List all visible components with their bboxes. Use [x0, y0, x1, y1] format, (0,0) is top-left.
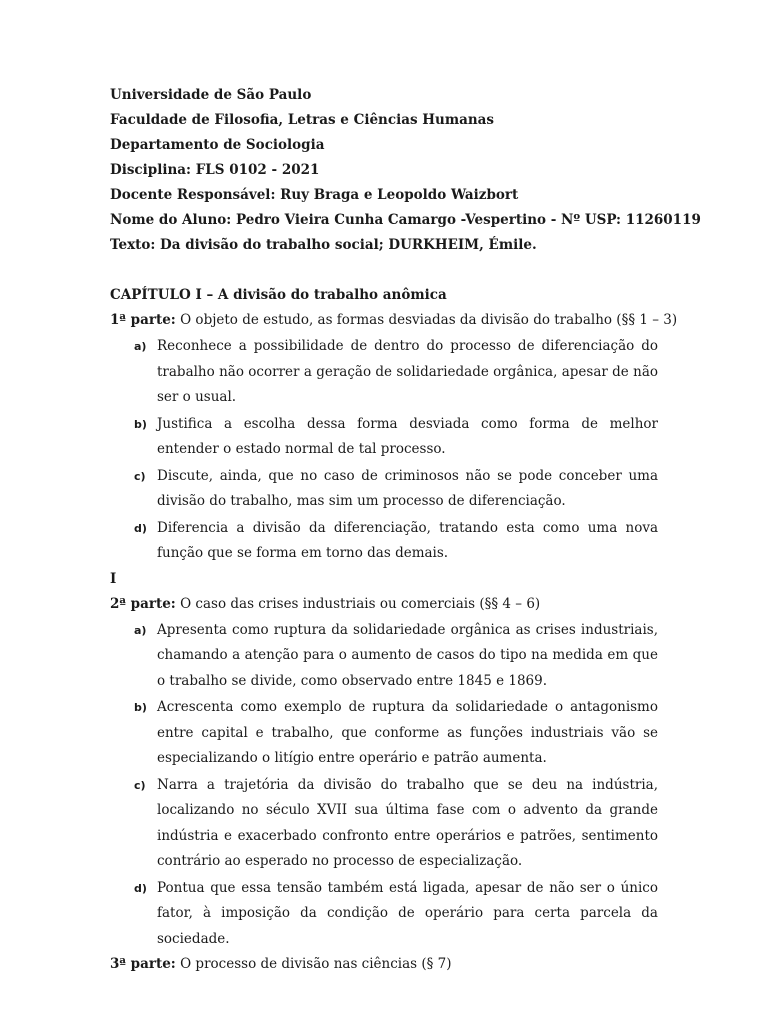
list-item	[110, 516, 658, 567]
header-faculty: Faculdade de Filosofia, Letras e Ciências Humanas	[110, 112, 495, 128]
part-items-list	[110, 618, 658, 953]
list-item-text: Diferencia a divisão da diferenciação, tratando esta como uma nova função que se forma em torno das demais.	[157, 519, 658, 561]
header-instructors: Docente Responsável: Ruy Braga e Leopoldo Waizbort	[110, 187, 519, 203]
list-item-text: Reconhece a possibilidade de dentro do processo de diferenciação do trabalho não ocorrer a geração de solidariedade orgânica, apesar de não ser o usual.	[157, 338, 658, 405]
list-marker: b)	[134, 417, 147, 431]
list-marker: a)	[134, 340, 147, 353]
list-item	[110, 618, 658, 695]
part-label: 2ª parte:	[110, 595, 176, 612]
list-item-text: Apresenta como ruptura da solidariedade orgânica as crises industriais, chamando a atenção para o aumento de casos do tipo na medida em que o trabalho se divide, como observado entre 1845 e 1869.	[157, 621, 658, 689]
list-marker: d)	[134, 521, 147, 535]
list-item	[110, 334, 658, 411]
list-item	[110, 412, 658, 463]
list-item-text: Narra a trajetória da divisão do trabalho que se deu na indústria, localizando no século XVII sua última fase com o advento da grande indústria e exacerbado confronto entre operários e patrões, sentimento contrário ao esperado no processo de especialização.	[157, 776, 658, 869]
document-header	[110, 84, 701, 259]
part-description: O processo de divisão nas ciências (§ 7)	[180, 956, 452, 972]
list-item-text: Acrescenta como exemplo de ruptura da solidariedade o antagonismo entre capital e trabalho, que conforme as funções industriais vão se especializando o litígio entre operário e patrão aumenta.	[157, 699, 658, 766]
list-marker: d)	[134, 881, 147, 895]
list-item-text: Pontua que essa tensão também está ligada, apesar de não ser o único fator, à imposição da condição de operário para certa parcela da sociedade.	[157, 879, 658, 947]
header-text-reference: Texto: Da divisão do trabalho social; DURKHEIM, Émile.	[110, 237, 537, 253]
roman-numeral-marker: I	[110, 570, 117, 587]
list-item	[110, 773, 658, 875]
document-page	[110, 84, 701, 978]
list-item	[110, 464, 658, 515]
part-heading	[110, 309, 678, 334]
header-university: Universidade de São Paulo	[110, 87, 312, 103]
part-heading	[110, 953, 658, 978]
list-item	[110, 695, 658, 772]
blank-line	[110, 259, 658, 284]
list-marker: b)	[134, 701, 147, 714]
list-item-text: Discute, ainda, que no caso de criminosos não se pode conceber uma divisão do trabalho, mas sim um processo de diferenciação.	[157, 467, 658, 509]
list-item-text: Justifica a escolha dessa forma desviada como forma de melhor entender o estado normal de tal processo.	[157, 415, 658, 457]
list-marker: c)	[134, 778, 146, 792]
header-discipline: Disciplina: FLS 0102 - 2021	[110, 162, 320, 178]
part-heading	[110, 593, 658, 618]
part-label: 1ª parte:	[110, 312, 176, 328]
chapter-title: CAPÍTULO I – A divisão do trabalho anômica	[110, 287, 447, 303]
header-department: Departamento de Sociologia	[110, 137, 325, 153]
list-marker: c)	[134, 469, 146, 483]
part-label: 3ª parte:	[110, 956, 176, 972]
header-student: Nome do Aluno: Pedro Vieira Cunha Camargo -Vespertino - Nº USP: 11260119	[110, 212, 701, 228]
list-marker: a)	[134, 623, 147, 637]
list-item	[110, 876, 658, 953]
part-description: O objeto de estudo, as formas desviadas da divisão do trabalho (§§ 1 – 3)	[180, 312, 678, 328]
part-description: O caso das crises industriais ou comerciais (§§ 4 – 6)	[180, 595, 541, 612]
part-items-list	[110, 334, 658, 567]
